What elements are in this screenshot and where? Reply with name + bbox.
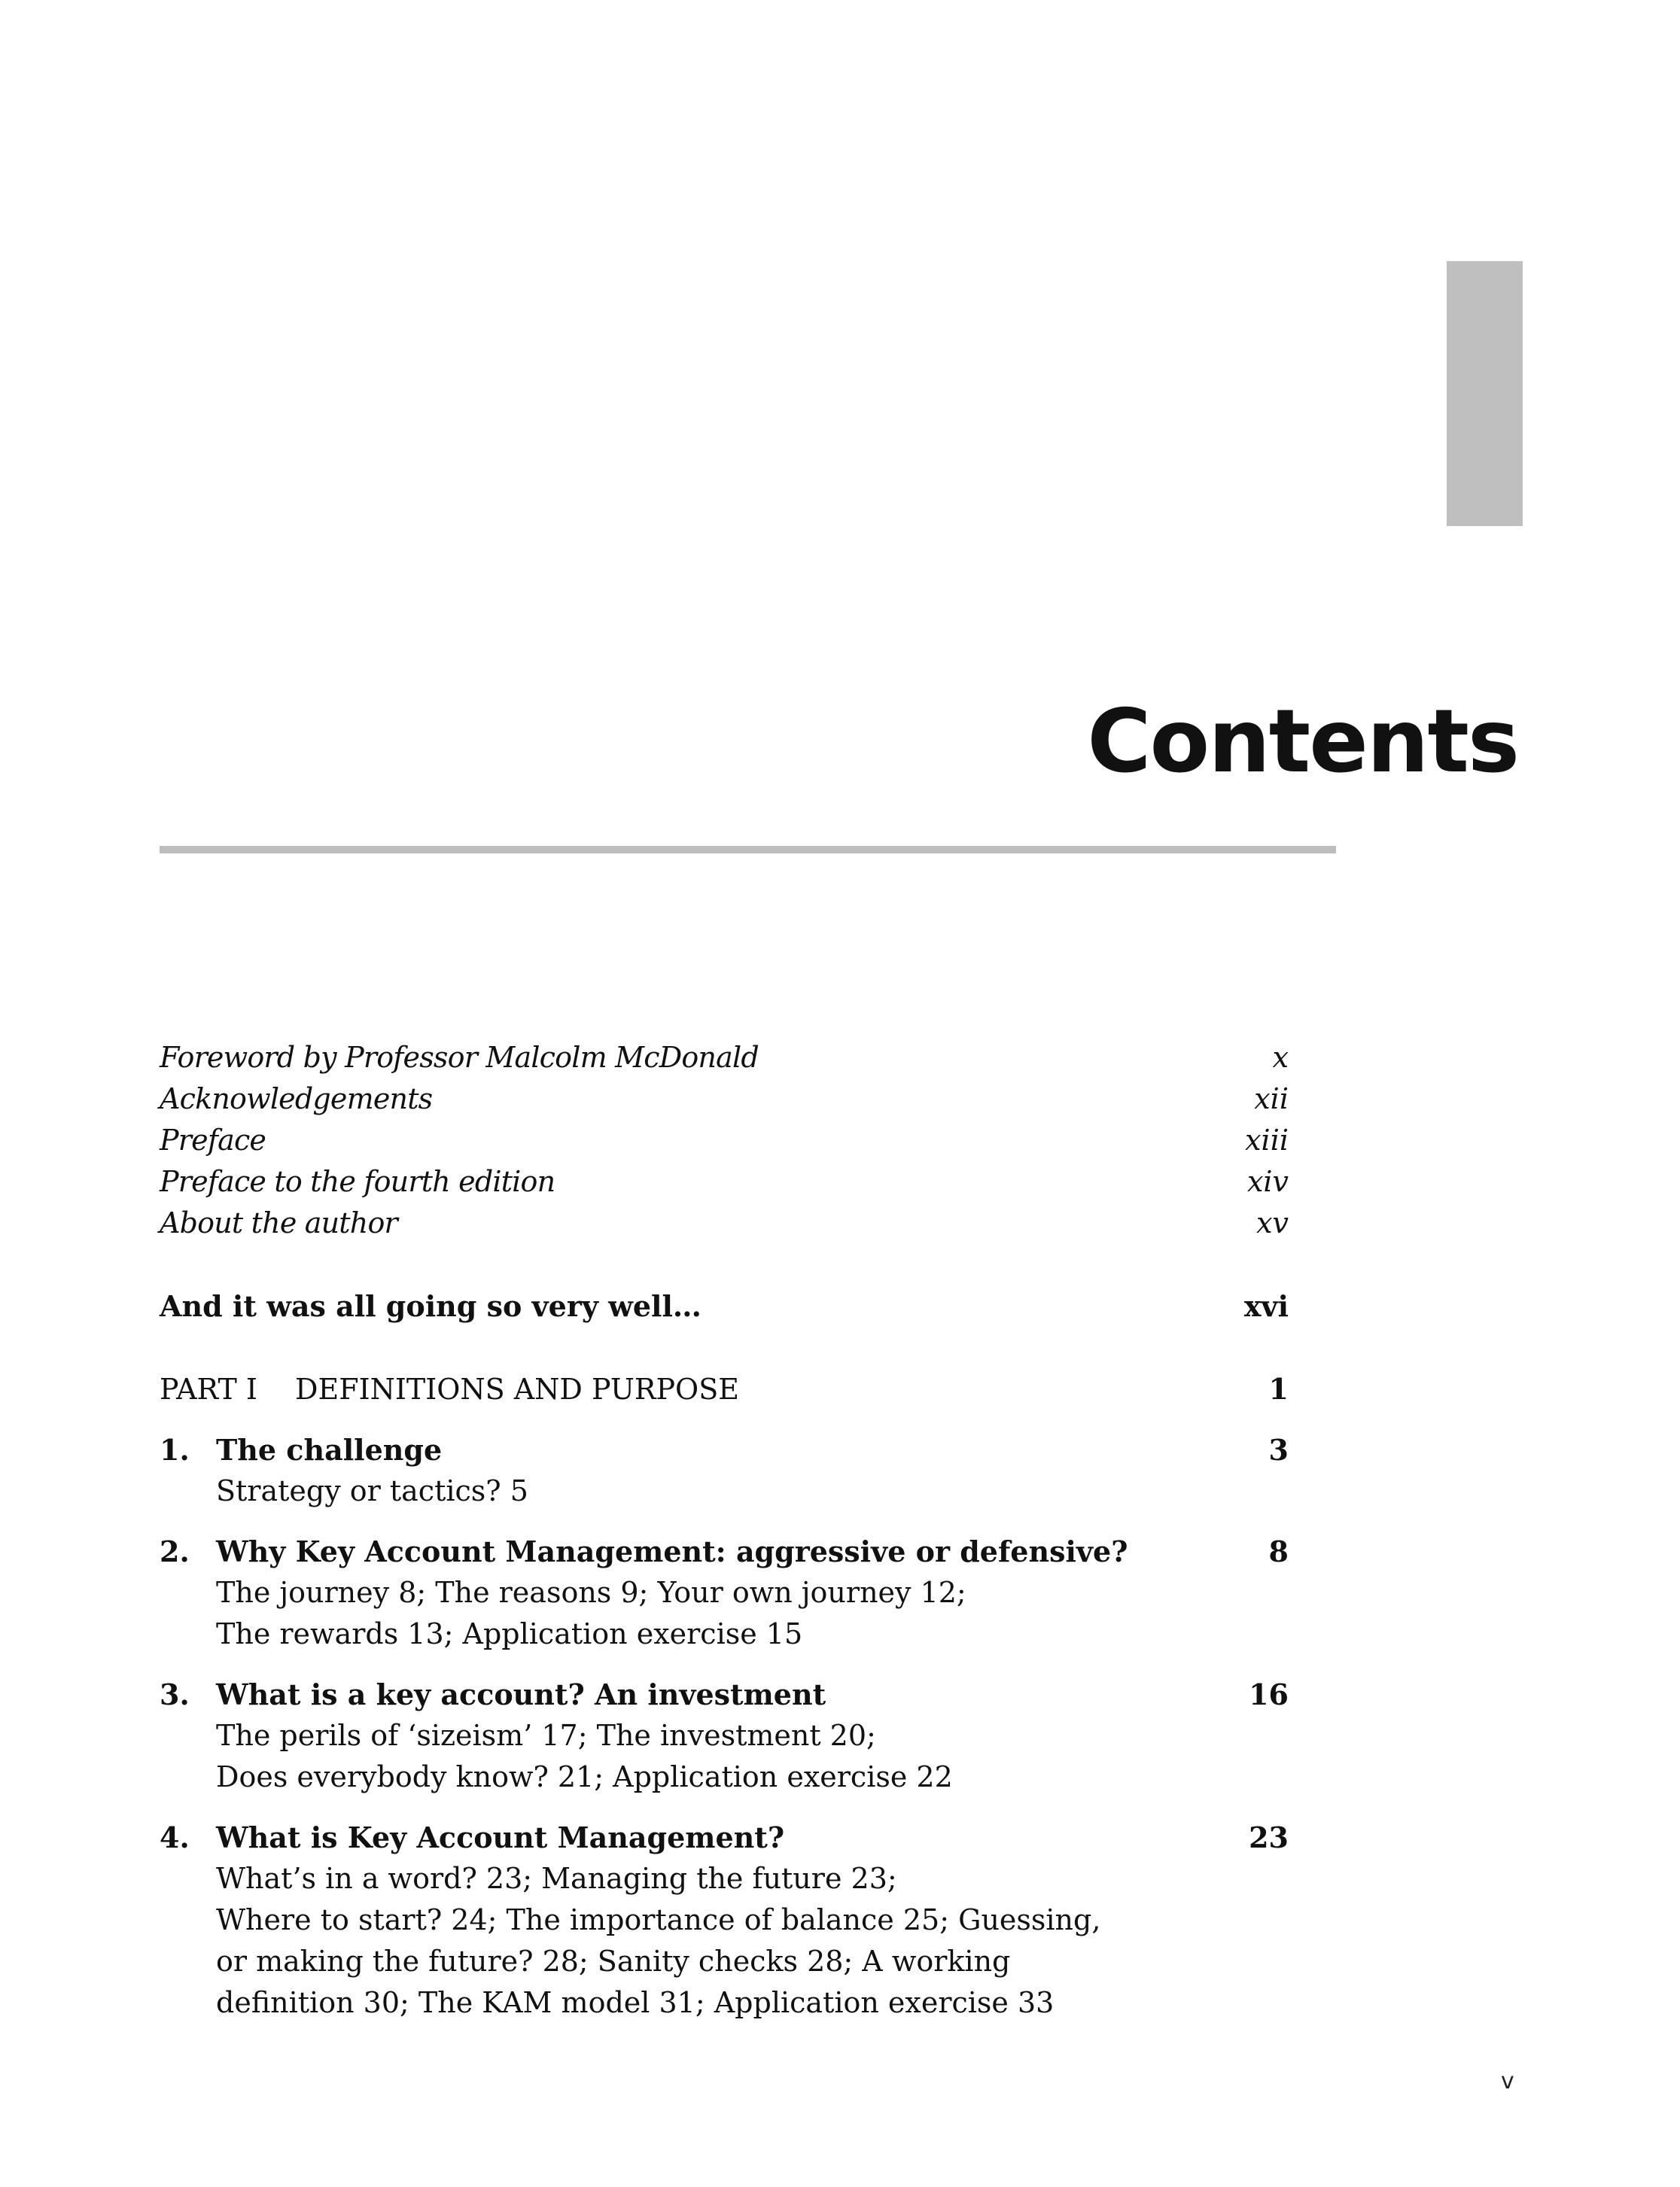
chapter-section-line: Strategy or tactics? 5 xyxy=(216,1474,528,1507)
chapter-title: Why Key Account Management: aggressive or defensive? xyxy=(216,1535,1128,1568)
chapter-section-line: Does everybody know? 21; Application exercise 22 xyxy=(216,1760,953,1793)
chapter-section-line: The perils of ‘sizeism’ 17; The investment 20; xyxy=(216,1719,876,1752)
chapter-title: The challenge xyxy=(216,1433,443,1467)
chapter-page: 16 xyxy=(1249,1678,1289,1711)
toc-chapter-1[interactable] xyxy=(160,1429,1289,1512)
chapter-number: 2. xyxy=(160,1535,190,1568)
chapter-sections xyxy=(216,1715,1289,1798)
chapter-section-line: definition 30; The KAM model 31; Application exercise 33 xyxy=(216,1986,1055,2019)
toc-entry-page: xvi xyxy=(1243,1289,1289,1323)
chapter-title: What is Key Account Management? xyxy=(216,1820,785,1854)
chapter-section-line: What’s in a word? 23; Managing the future 23; xyxy=(216,1862,897,1895)
part-title: DEFINITIONS AND PURPOSE xyxy=(295,1373,739,1406)
toc-entry-title: Foreword by Professor Malcolm McDonald xyxy=(160,1041,759,1074)
chapter-number: 3. xyxy=(160,1678,190,1711)
toc-entry-preface[interactable] xyxy=(160,1120,1289,1161)
chapter-sections xyxy=(216,1858,1289,2024)
toc-entry-title: Acknowledgements xyxy=(160,1082,433,1115)
table-of-contents xyxy=(160,1037,1289,2024)
section-tab-marker xyxy=(1447,261,1523,526)
title-rule xyxy=(160,846,1336,853)
toc-entry-page: xii xyxy=(1254,1082,1289,1115)
part-page: 1 xyxy=(1268,1372,1289,1406)
toc-entry-acknowledgements[interactable] xyxy=(160,1078,1289,1120)
chapter-sections xyxy=(216,1572,1289,1655)
toc-entry-title: Preface xyxy=(160,1124,266,1157)
part-label: PART I xyxy=(160,1373,257,1406)
page-number: v xyxy=(1501,2068,1514,2094)
chapter-sections xyxy=(216,1471,1289,1512)
toc-entry-page: xv xyxy=(1256,1206,1289,1240)
chapter-section-line: Where to start? 24; The importance of balance 25; Guessing, xyxy=(216,1903,1101,1936)
toc-entry-foreword[interactable] xyxy=(160,1037,1289,1078)
toc-entry-about-author[interactable] xyxy=(160,1203,1289,1244)
toc-entry-intro[interactable] xyxy=(160,1285,1289,1327)
chapter-page: 8 xyxy=(1268,1535,1289,1568)
page-title: Contents xyxy=(1087,691,1518,792)
toc-entry-page: xiii xyxy=(1245,1124,1289,1157)
chapter-number: 1. xyxy=(160,1433,190,1467)
chapter-number: 4. xyxy=(160,1820,190,1854)
toc-chapter-2[interactable] xyxy=(160,1531,1289,1655)
toc-entry-page: x xyxy=(1272,1041,1289,1074)
chapter-section-line: The rewards 13; Application exercise 15 xyxy=(216,1617,803,1650)
toc-entry-page: xiv xyxy=(1246,1165,1289,1198)
chapter-page: 23 xyxy=(1249,1820,1289,1854)
toc-part-heading[interactable] xyxy=(160,1368,1289,1410)
toc-entry-title: About the author xyxy=(160,1206,397,1240)
toc-chapter-4[interactable] xyxy=(160,1817,1289,2024)
toc-entry-preface-fourth-edition[interactable] xyxy=(160,1161,1289,1203)
toc-chapter-3[interactable] xyxy=(160,1674,1289,1798)
toc-entry-title: Preface to the fourth edition xyxy=(160,1165,555,1198)
chapter-section-line: The journey 8; The reasons 9; Your own journey 12; xyxy=(216,1576,966,1609)
chapter-page: 3 xyxy=(1268,1433,1289,1467)
chapter-title: What is a key account? An investment xyxy=(216,1678,826,1711)
chapter-section-line: or making the future? 28; Sanity checks 28; A working xyxy=(216,1945,1011,1978)
toc-entry-title: And it was all going so very well… xyxy=(160,1289,702,1323)
